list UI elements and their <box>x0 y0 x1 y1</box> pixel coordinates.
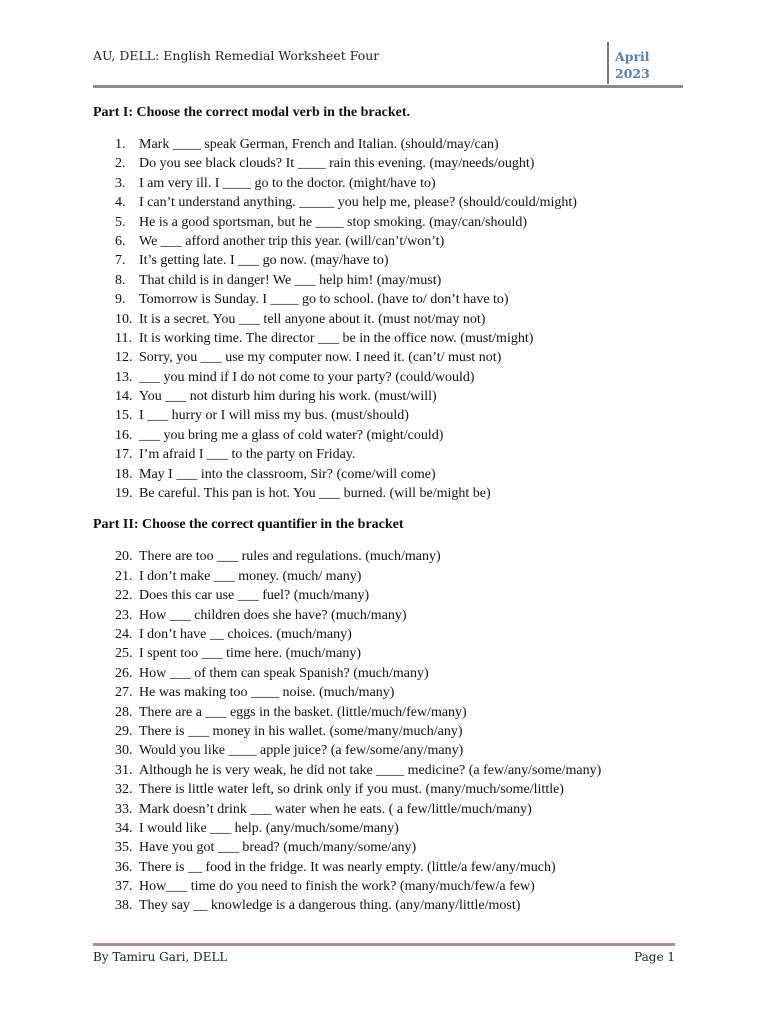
question-number: 36. <box>115 859 133 875</box>
question-item <box>93 819 683 838</box>
question-text: I’m afraid I ___ to the party on Friday. <box>139 447 356 463</box>
question-number: 17. <box>115 447 133 463</box>
question-item <box>93 800 683 819</box>
footer-page-number: Page 1 <box>634 950 675 964</box>
question-item <box>93 193 683 212</box>
header-date-month: April <box>615 49 650 64</box>
part1-heading: Part I: Choose the correct modal verb in the bracket. <box>93 105 411 120</box>
question-text: There are too ___ rules and regulations. (much/many) <box>139 549 441 565</box>
footer-author: By Tamiru Gari, DELL <box>93 950 228 964</box>
question-text: It’s getting late. I ___ go now. (may/have to) <box>139 253 389 269</box>
question-item <box>93 426 683 445</box>
question-item <box>93 213 683 232</box>
question-item <box>93 664 683 683</box>
question-item <box>93 484 683 503</box>
question-number: 38. <box>115 898 133 914</box>
question-number: 12. <box>115 350 133 366</box>
question-item <box>93 761 683 780</box>
question-text: He is a good sportsman, but he ____ stop smoking. (may/can/should) <box>139 214 528 230</box>
question-number: 23. <box>115 607 133 623</box>
question-item <box>93 877 683 896</box>
question-number: 37. <box>115 879 133 895</box>
question-item <box>93 329 683 348</box>
question-text: I am very ill. I ____ go to the doctor. (might/have to) <box>139 175 436 191</box>
question-number: 6. <box>115 233 126 249</box>
question-item <box>93 465 683 484</box>
question-number: 10. <box>115 311 133 327</box>
question-text: I don’t make ___ money. (much/ many) <box>139 568 362 584</box>
question-text: Tomorrow is Sunday. I ____ go to school. (have to/ don’t have to) <box>139 292 509 308</box>
question-text: I spent too ___ time here. (much/many) <box>139 646 361 662</box>
question-item <box>93 780 683 799</box>
question-text: May I ___ into the classroom, Sir? (come/will come) <box>139 466 436 482</box>
question-number: 13. <box>115 369 133 385</box>
question-text: Although he is very weak, he did not take ____ medicine? (a few/any/some/many) <box>139 762 602 778</box>
question-text: There is __ food in the fridge. It was nearly empty. (little/a few/any/much) <box>139 859 556 875</box>
header-rule <box>93 85 683 88</box>
question-number: 35. <box>115 840 133 856</box>
question-item <box>93 232 683 251</box>
question-number: 29. <box>115 723 133 739</box>
question-number: 34. <box>115 820 133 836</box>
question-item <box>93 625 683 644</box>
question-text: Do you see black clouds? It ____ rain this evening. (may/needs/ought) <box>139 156 535 172</box>
question-number: 5. <box>115 214 126 230</box>
question-text: Be careful. This pan is hot. You ___ burned. (will be/might be) <box>139 486 491 502</box>
question-item <box>93 387 683 406</box>
question-number: 9. <box>115 292 126 308</box>
question-item <box>93 310 683 329</box>
question-number: 20. <box>115 549 133 565</box>
header-date-year: 2023 <box>615 66 650 81</box>
question-number: 4. <box>115 195 126 211</box>
question-number: 19. <box>115 486 133 502</box>
question-text: Does this car use ___ fuel? (much/many) <box>139 588 370 604</box>
question-text: We ___ afford another trip this year. (will/can’t/won’t) <box>139 233 445 249</box>
question-number: 26. <box>115 665 133 681</box>
header-date <box>615 48 650 82</box>
part1-question-list <box>93 135 683 503</box>
question-number: 33. <box>115 801 133 817</box>
question-text: ___ you mind if I do not come to your party? (could/would) <box>139 369 475 385</box>
question-number: 16. <box>115 427 133 443</box>
question-number: 14. <box>115 389 133 405</box>
question-item <box>93 644 683 663</box>
question-number: 7. <box>115 253 126 269</box>
question-text: I can’t understand anything. _____ you help me, please? (should/could/might) <box>139 195 577 211</box>
worksheet-content <box>93 104 683 916</box>
part2-heading: Part II: Choose the correct quantifier in the bracket <box>93 517 404 533</box>
question-item <box>93 290 683 309</box>
question-text: I don’t have __ choices. (much/many) <box>139 626 352 642</box>
question-item <box>93 547 683 566</box>
question-text: How ___ of them can speak Spanish? (much/many) <box>139 665 429 681</box>
question-item <box>93 135 683 154</box>
header-divider <box>607 42 609 84</box>
question-number: 25. <box>115 646 133 662</box>
header-title: AU, DELL: English Remedial Worksheet Four <box>93 48 380 63</box>
page-header <box>93 42 683 88</box>
question-number: 3. <box>115 175 126 191</box>
question-item <box>93 683 683 702</box>
question-number: 15. <box>115 408 133 424</box>
question-number: 31. <box>115 762 133 778</box>
question-number: 1. <box>115 137 126 152</box>
question-number: 11. <box>115 330 132 346</box>
question-text: Would you like ____ apple juice? (a few/some/any/many) <box>139 743 464 759</box>
question-item <box>93 271 683 290</box>
question-item <box>93 858 683 877</box>
question-item <box>93 445 683 464</box>
question-item <box>93 606 683 625</box>
part2-question-list <box>93 547 683 915</box>
question-text: Sorry, you ___ use my computer now. I need it. (can’t/ must not) <box>139 350 502 366</box>
question-item <box>93 722 683 741</box>
question-text: How ___ children does she have? (much/many) <box>139 607 407 623</box>
question-item <box>93 838 683 857</box>
question-text: There are a ___ eggs in the basket. (little/much/few/many) <box>139 704 467 720</box>
question-item <box>93 741 683 760</box>
question-number: 32. <box>115 782 133 798</box>
question-number: 24. <box>115 626 133 642</box>
question-text: Mark doesn’t drink ___ water when he eats. ( a few/little/much/many) <box>139 801 532 817</box>
question-text: ___ you bring me a glass of cold water? (might/could) <box>139 427 444 443</box>
question-item <box>93 896 683 915</box>
question-number: 30. <box>115 743 133 759</box>
question-number: 18. <box>115 466 133 482</box>
question-number: 2. <box>115 156 126 172</box>
question-text: He was making too ____ noise. (much/many) <box>139 685 395 701</box>
question-text: I would like ___ help. (any/much/some/many) <box>139 820 399 836</box>
question-item <box>93 174 683 193</box>
question-item <box>93 348 683 367</box>
question-item <box>93 586 683 605</box>
question-text: That child is in danger! We ___ help him! (may/must) <box>139 272 442 288</box>
question-number: 28. <box>115 704 133 720</box>
question-number: 22. <box>115 588 133 604</box>
question-number: 21. <box>115 568 133 584</box>
question-item <box>93 406 683 425</box>
question-item <box>93 251 683 270</box>
question-item <box>93 154 683 173</box>
question-text: Have you got ___ bread? (much/many/some/any) <box>139 840 417 856</box>
question-text: There is ___ money in his wallet. (some/many/much/any) <box>139 723 463 739</box>
question-text: Mark ____ speak German, French and Italian. (should/may/can) <box>139 137 499 152</box>
question-text: They say __ knowledge is a dangerous thing. (any/many/little/most) <box>139 898 521 914</box>
question-item <box>93 368 683 387</box>
question-text: It is working time. The director ___ be in the office now. (must/might) <box>139 330 534 346</box>
question-number: 27. <box>115 685 133 701</box>
question-text: There is little water left, so drink only if you must. (many/much/some/little) <box>139 782 564 798</box>
question-number: 8. <box>115 272 126 288</box>
footer-rule <box>93 943 675 946</box>
question-text: I ___ hurry or I will miss my bus. (must/should) <box>139 408 409 424</box>
question-text: It is a secret. You ___ tell anyone about it. (must not/may not) <box>139 311 486 327</box>
question-text: You ___ not disturb him during his work. (must/will) <box>139 389 437 405</box>
question-item <box>93 703 683 722</box>
question-text: How___ time do you need to finish the work? (many/much/few/a few) <box>139 879 535 895</box>
question-item <box>93 567 683 586</box>
